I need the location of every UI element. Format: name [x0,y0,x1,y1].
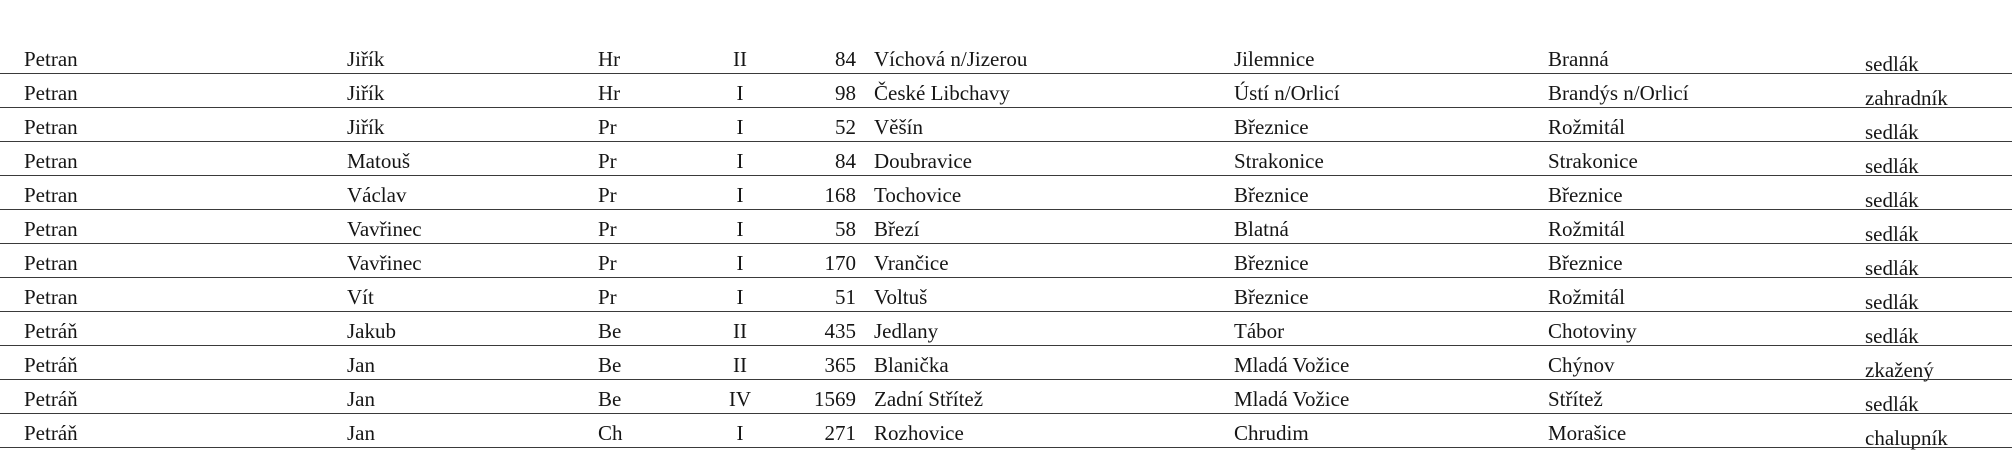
cell-region: Be [598,353,622,377]
cell-region: Pr [598,183,617,207]
cell-district: Blatná [1234,217,1289,241]
cell-occupation: sedlák [1865,222,1919,246]
cell-village: Doubravice [874,149,972,173]
cell-surname: Petran [24,285,78,309]
cell-district: Březnice [1234,251,1309,275]
cell-village: České Libchavy [874,81,1010,105]
cell-first-name: Jakub [347,319,396,343]
cell-estate: Morašice [1548,421,1627,445]
cell-volume: I [736,183,744,207]
cell-district: Chrudim [1234,421,1309,445]
cell-record-number: 170 [824,251,856,275]
cell-district: Mladá Vožice [1234,387,1350,411]
table-row [0,74,2012,108]
cell-region: Hr [598,47,621,71]
cell-district: Březnice [1234,285,1309,309]
cell-occupation: sedlák [1865,392,1919,416]
cell-first-name: Matouš [347,149,410,173]
cell-region: Hr [598,81,621,105]
cell-estate: Březnice [1548,183,1623,207]
cell-estate: Brandýs n/Orlicí [1548,81,1689,105]
cell-village: Voltuš [874,285,928,309]
cell-surname: Petráň [24,353,78,377]
cell-occupation: sedlák [1865,120,1919,144]
table-row [0,312,2012,346]
cell-first-name: Jan [347,387,375,411]
cell-record-number: 168 [824,183,856,207]
cell-first-name: Václav [347,183,407,207]
cell-volume: I [736,81,744,105]
cell-village: Blanička [874,353,949,377]
cell-village: Zadní Střítež [874,387,984,411]
cell-estate: Březnice [1548,251,1623,275]
cell-record-number: 84 [835,149,856,173]
cell-first-name: Jiřík [347,115,385,139]
cell-estate: Rožmitál [1548,115,1625,139]
cell-occupation: sedlák [1865,154,1919,178]
cell-surname: Petran [24,47,78,71]
cell-region: Pr [598,251,617,275]
cell-record-number: 84 [835,47,856,71]
cell-occupation: zkažený [1865,358,1934,382]
cell-surname: Petráň [24,319,78,343]
cell-estate: Chotoviny [1548,319,1637,343]
cell-estate: Střítež [1548,387,1603,411]
cell-volume: I [736,421,744,445]
cell-volume: I [736,217,744,241]
cell-estate: Chýnov [1548,353,1615,377]
cell-record-number: 271 [824,421,856,445]
table-row [0,380,2012,414]
table-row [0,108,2012,142]
cell-volume: I [736,149,744,173]
cell-volume: I [736,285,744,309]
cell-occupation: sedlák [1865,52,1919,76]
cell-record-number: 52 [835,115,856,139]
cell-first-name: Jiřík [347,47,385,71]
cell-estate: Rožmitál [1548,217,1625,241]
cell-estate: Rožmitál [1548,285,1625,309]
cell-surname: Petran [24,217,78,241]
table-row [0,176,2012,210]
cell-record-number: 1569 [814,387,856,411]
cell-first-name: Jan [347,421,375,445]
cell-first-name: Jan [347,353,375,377]
cell-surname: Petran [24,81,78,105]
table-row [0,244,2012,278]
cell-village: Věšín [874,115,923,139]
cell-occupation: sedlák [1865,290,1919,314]
table-row [0,142,2012,176]
cell-volume: II [733,353,747,377]
cell-surname: Petran [24,251,78,275]
table-row [0,414,2012,448]
table-row [0,40,2012,74]
cell-district: Březnice [1234,183,1309,207]
cell-occupation: sedlák [1865,256,1919,280]
table-row [0,346,2012,380]
cell-region: Ch [598,421,623,445]
cell-village: Jedlany [874,319,939,343]
cell-village: Vrančice [874,251,949,275]
cell-record-number: 51 [835,285,856,309]
cell-first-name: Vavřinec [347,217,422,241]
cell-estate: Branná [1548,47,1609,71]
cell-surname: Petran [24,149,78,173]
cell-first-name: Vít [347,285,374,309]
cell-surname: Petran [24,115,78,139]
cell-district: Tábor [1234,319,1285,343]
cell-surname: Petran [24,183,78,207]
cell-district: Ústí n/Orlicí [1234,81,1340,105]
table-row [0,210,2012,244]
cell-record-number: 58 [835,217,856,241]
cell-record-number: 98 [835,81,856,105]
cell-district: Březnice [1234,115,1309,139]
cell-region: Be [598,319,622,343]
cell-volume: I [736,115,744,139]
cell-first-name: Vavřinec [347,251,422,275]
cell-surname: Petráň [24,421,78,445]
cell-record-number: 365 [824,353,856,377]
cell-village: Tochovice [874,183,962,207]
cell-occupation: sedlák [1865,324,1919,348]
cell-first-name: Jiřík [347,81,385,105]
cell-district: Jilemnice [1234,47,1315,71]
cell-village: Víchová n/Jizerou [874,47,1028,71]
cell-record-number: 435 [824,319,856,343]
cell-village: Březí [874,217,920,241]
cell-occupation: sedlák [1865,188,1919,212]
cell-volume: II [733,47,747,71]
cell-village: Rozhovice [874,421,964,445]
cell-occupation: chalupník [1865,426,1948,450]
cell-region: Pr [598,285,617,309]
cell-region: Pr [598,149,617,173]
cell-district: Mladá Vožice [1234,353,1350,377]
cell-volume: IV [728,387,752,411]
table-row [0,278,2012,312]
cell-surname: Petráň [24,387,78,411]
cell-volume: II [733,319,747,343]
cell-region: Be [598,387,622,411]
cell-region: Pr [598,115,617,139]
cell-estate: Strakonice [1548,149,1638,173]
cell-district: Strakonice [1234,149,1324,173]
cell-volume: I [736,251,744,275]
cell-region: Pr [598,217,617,241]
cell-occupation: zahradník [1865,86,1948,110]
